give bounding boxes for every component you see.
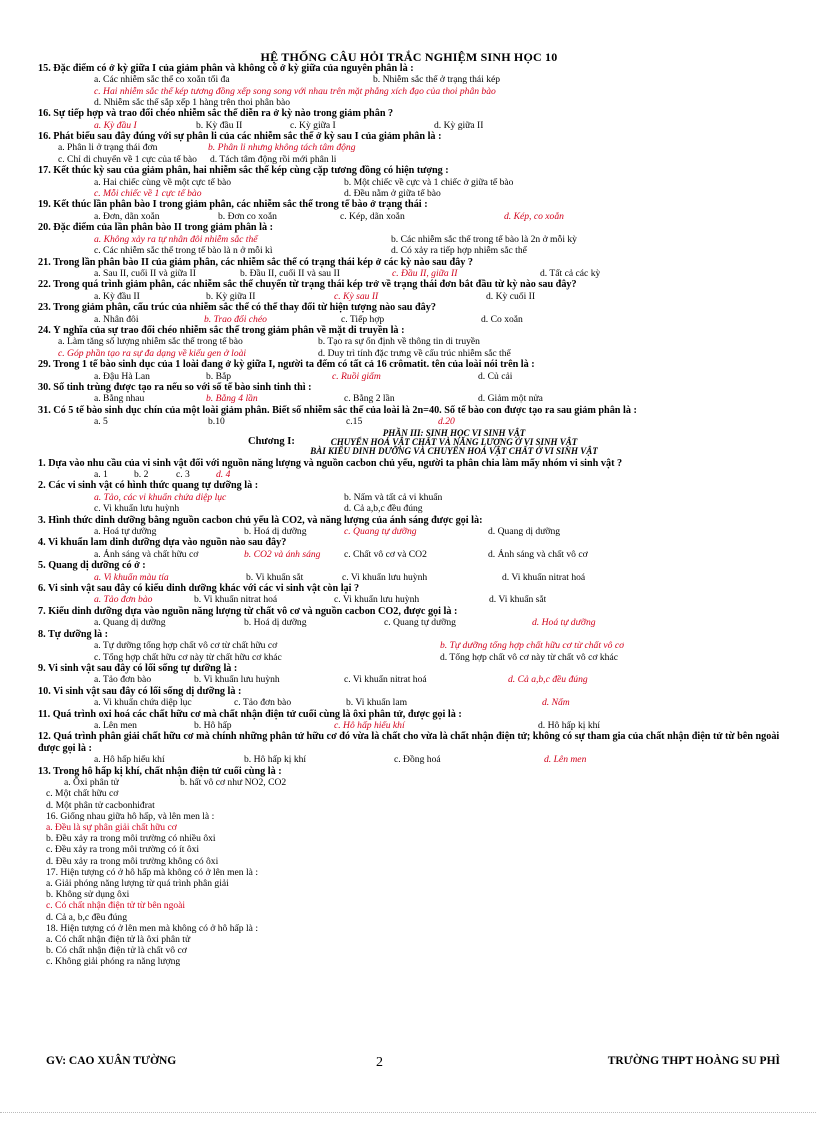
v6-option-b[interactable]: b. Vi khuẩn nitrat hoá [194,594,278,606]
q15-option-c[interactable]: c. Hai nhiễm sắc thể kép tương đồng xếp song song với nhau trên mặt phẳng xích đạo của thoi phân bào [94,85,496,97]
question-v8: 8. Tự dưỡng là : [38,628,109,640]
q19-option-a[interactable]: a. Đơn, dãn xoắn [94,210,160,222]
q16-option-d[interactable]: d. Kỳ giữa II [434,119,484,131]
q23-option-a[interactable]: a. Nhân đôi [94,313,139,325]
question-29: 29. Trong 1 tế bào sinh dục của 1 loài đang ở kỳ giữa I, người ta đếm có tất cả 16 crômatit. tên của loài nói trên là : [38,359,535,371]
q15-option-a[interactable]: a. Các nhiễm sắc thể co xoắn tối đa [94,74,230,86]
q29-option-b[interactable]: b. Bắp [206,370,232,382]
question-15: 15. Đặc điểm có ở kỳ giữa I của giảm phân và không có ở kỳ giữa của nguyên phân là : [38,63,414,74]
q30-option-a[interactable]: a. Bằng nhau [94,393,145,405]
chapter-label: Chương I: [248,435,295,447]
page-footer [46,1055,780,1071]
q17-option-d[interactable]: d. Đều nằm ở giữa tế bào [344,188,441,200]
q21-option-c[interactable]: c. Đầu II, giữa II [392,267,458,279]
question-v16: 16. Giống nhau giữa hô hấp, và lên men là : [46,810,215,822]
q17-option-c[interactable]: c. Mỗi chiếc về 1 cực tế bào [94,188,202,200]
v1-option-d[interactable]: d. 4 [216,469,231,480]
q21-option-a[interactable]: a. Sau II, cuối II và giữa II [94,267,196,279]
v17-option-b[interactable]: b. Không sử dụng ôxi [46,889,130,901]
question-v13: 13. Trong hô hấp kị khí, chất nhận điện tử cuối cùng là : [38,765,282,777]
q24-option-a[interactable]: a. Làm tăng số lượng nhiễm sắc thể trong tế bào [58,336,243,348]
q22-option-d[interactable]: d. Kỳ cuối II [486,290,536,302]
v8-option-a[interactable]: a. Tự dưỡng tổng hợp chất vô cơ từ chất hữu cơ [94,640,278,652]
question-30: 30. Số tinh trùng được tạo ra nếu so với số tế bào sinh tinh thì : [38,381,312,393]
v11-option-c[interactable]: c. Hô hấp hiếu khí [334,719,405,731]
v12-option-c[interactable]: c. Đồng hoá [394,754,441,766]
v4-option-c[interactable]: c. Chất vô cơ và CO2 [344,548,427,560]
v10-option-d[interactable]: d. Nấm [542,697,570,709]
v7-option-d[interactable]: d. Hoá tự dưỡng [532,617,596,629]
page-bottom-divider [0,1112,816,1113]
v13-option-a[interactable]: a. Ôxi phân tử [64,776,119,788]
q24-option-b[interactable]: b. Tạo ra sự ổn định về thông tin di truyền [318,336,480,348]
v17-option-a[interactable]: a. Giải phóng năng lượng từ quá trình phân giải [46,878,229,889]
v9-option-a[interactable]: a. Tảo đơn bào [94,674,152,686]
q19-option-b[interactable]: b. Đơn co xoắn [218,210,277,222]
q19-option-d[interactable]: d. Kép, co xoắn [504,210,564,222]
q20-option-a[interactable]: a. Không xảy ra tự nhân đôi nhiễm sắc thể [94,233,258,245]
school-name: TRƯỜNG THPT HOÀNG SU PHÌ [607,1055,780,1067]
chapter-title: CHUYỂN HOÁ VẬT CHẤT VÀ NĂNG LƯỢNG Ở VI SINH VẬT [330,436,578,447]
part-title: PHẦN III: SINH HỌC VI SINH VẬT [382,427,526,438]
page [38,50,780,1110]
question-v12: 12. Quá trình phân giải chất hữu cơ mà chính những phân tử hữu cơ đó vừa là chất cho vừa là chất nhận điện tử; không có sự tham gia của chất nhận điện tử từ bên ngoài được gọi là : [38,731,780,754]
q16-option-b[interactable]: b. Kỳ đầu II [196,119,243,131]
v8-option-b[interactable]: b. Tự dưỡng tổng hợp chất hữu cơ từ chất vô cơ [440,640,625,652]
q20-option-b[interactable]: b. Các nhiễm sắc thể trong tế bào là 2n ở mỗi kỳ [391,233,577,245]
v10-option-a[interactable]: a. Vi khuẩn chứa diệp lục [94,697,192,709]
v17-option-d[interactable]: d. Cả a, b,c đều đúng [46,911,127,923]
v2-option-d[interactable]: d. Cả a,b,c đều đúng [344,503,423,515]
v10-option-c[interactable]: b. Vi khuẩn lam [346,697,408,709]
question-22: 22. Trong quá trình giảm phân, các nhiễm sắc thể chuyển từ trạng thái kép trở về trạng thái đơn bắt đầu từ kỳ nào sau đây? [38,279,577,291]
v2-option-a[interactable]: a. Tảo, các vi khuẩn chứa diệp lục [94,491,227,503]
v17-option-c[interactable]: c. Có chất nhận điện tử từ bên ngoài [46,900,186,912]
v18-option-b[interactable]: b. Có chất nhận điện tử là chất vô cơ [46,945,187,957]
question-20: 20. Đặc điểm của lần phân bào II trong giảm phân là : [38,222,274,234]
question-v1: 1. Dựa vào nhu cầu của vi sinh vật đối với nguồn năng lượng và nguồn cacbon chủ yếu, người ta phân chia làm mấy nhóm vi sinh vật ? [38,457,623,469]
v16-option-d[interactable]: d. Đều xảy ra trong môi trường không có ôxi [46,855,219,867]
question-v10: 10. Vi sinh vật sau đây có lối sống dị dưỡng là : [38,685,242,697]
v1-option-c[interactable]: c. 3 [176,469,190,480]
q20-option-c[interactable]: c. Các nhiễm sắc thể trong tế bào là n ở mỗi kì [94,245,273,257]
q30-option-c[interactable]: c. Bằng 2 lần [344,393,395,405]
q22-option-c[interactable]: c. Kỳ sau II [334,290,379,302]
v2-option-b[interactable]: b. Nấm và tất cả vi khuẩn [344,491,443,503]
v4-option-a[interactable]: a. Ánh sáng và chất hữu cơ [94,548,199,560]
v11-option-a[interactable]: a. Lên men [94,719,137,731]
q30-option-d[interactable]: d. Giảm một nửa [478,393,543,405]
q17-option-a[interactable]: a. Hai chiếc cùng về một cực tế bào [94,176,232,188]
v6-option-d[interactable]: d. Vi khuẩn sắt [489,594,547,606]
q21-option-d[interactable]: d. Tất cả các kỳ [540,267,601,279]
v4-option-d[interactable]: d. Ánh sáng và chất vô cơ [488,548,588,560]
v16-option-a[interactable]: a. Đều là sự phân giải chất hữu cơ [46,821,177,833]
question-19: 19. Kết thúc lần phân bào I trong giảm phân, các nhiễm sắc thể trong tế bào ở trạng thái : [38,199,428,211]
lesson-title: BÀI KIỂU DINH DƯỠNG VÀ CHUYỂN HOÁ VẬT CHẤT Ở VI SINH VẬT [310,445,598,456]
v13-option-c[interactable]: c. Một chất hữu cơ [46,788,119,800]
question-v11: 11. Quá trình oxi hoá các chất hữu cơ mà chất nhận điện tử cuối cùng là ôxi phân tử, được gọi là : [38,708,462,720]
q20-option-d[interactable]: d. Có xảy ra tiếp hợp nhiễm sắc thể [391,245,527,257]
q21-option-b[interactable]: b. Đầu II, cuối II và sau II [240,267,340,279]
v5-option-a[interactable]: a. Vi khuẩn màu tía [94,571,169,583]
question-v18: 18. Hiện tượng có ở lên men mà không có ở hô hấp là : [46,922,258,934]
q29-option-d[interactable]: d. Củ cải [478,370,513,382]
v8-option-d[interactable]: d. Tổng hợp chất vô cơ này từ chất vô cơ khác [440,651,618,663]
page-title: HỆ THỐNG CÂU HỎI TRẮC NGHIỆM SINH HỌC 10 [260,50,558,64]
v16-option-b[interactable]: b. Đều xảy ra trong môi trường có nhiều ôxi [46,833,216,845]
q15-option-b[interactable]: b. Nhiễm sắc thể ở trạng thái kép [373,74,501,86]
v11-option-d[interactable]: d. Hô hấp kị khí [538,719,601,731]
q29-option-a[interactable]: a. Đậu Hà Lan [94,370,150,382]
v12-option-d[interactable]: d. Lên men [544,754,587,766]
question-v3: 3. Hình thức dinh dưỡng bằng nguồn cacbon chủ yếu là CO2, và năng lượng của ánh sáng được gọi là: [38,514,483,526]
q31-option-b[interactable]: b.10 [208,416,225,428]
q16-option-a[interactable]: a. Kỳ đầu I [94,119,137,131]
q16b-option-c[interactable]: c. Chỉ di chuyển về 1 cực của tế bào [58,153,197,165]
v3-option-a[interactable]: a. Hoá tự dưỡng [94,526,157,538]
v3-option-d[interactable]: d. Quang dị dưỡng [488,526,561,538]
q16b-option-a[interactable]: a. Phân li ở trạng thái đơn [58,142,158,154]
question-21: 21. Trong lần phân bào II của giảm phân, các nhiễm sắc thể có trạng thái kép ở các kỳ nào sau đây ? [38,256,473,268]
q16b-option-b[interactable]: b. Phân li nhưng không tách tâm động [208,142,356,154]
question-v17: 17. Hiện tượng có ở hô hấp mà không có ở lên men là : [46,866,258,878]
q23-option-d[interactable]: d. Co xoắn [481,313,523,325]
question-31: 31. Có 5 tế bào sinh dục chín của một loài giảm phân. Biết số nhiễm sắc thể của loài là 2n=40. Số tế bào con được tạo ra sau giảm phân là : [38,404,637,416]
q24-option-c[interactable]: c. Góp phần tạo ra sự đa dạng về kiểu gen ở loài [58,347,247,359]
v8-option-c[interactable]: c. Tổng hợp chất hữu cơ này từ chất hữu cơ khác [94,651,282,663]
v11-option-b[interactable]: b. Hô hấp [194,719,232,731]
teacher-name: GV: CAO XUÂN TƯỜNG [46,1055,177,1067]
v12-option-a[interactable]: a. Hô hấp hiếu khí [94,754,165,766]
v1-option-b[interactable]: b. 2 [134,469,149,480]
v6-option-c[interactable]: c. Vi khuẩn lưu huỳnh [334,594,420,606]
q29-option-c[interactable]: c. Ruồi giấm [332,370,381,382]
q24-option-d[interactable]: d. Duy trì tính đặc trưng về cấu trúc nhiễm sắc thể [318,347,511,359]
q23-option-b[interactable]: b. Trao đổi chéo [204,313,267,325]
v7-option-b[interactable]: b. Hoá dị dưỡng [244,617,307,629]
v18-option-a[interactable]: a. Có chất nhận điện tử là ôxi phân tử [46,934,191,946]
v13-option-d[interactable]: d. Một phân tử cacbonhiđrat [46,799,155,811]
v9-option-c[interactable]: c. Vi khuẩn nitrat hoá [344,674,427,686]
v9-option-b[interactable]: b. Vi khuẩn lưu huỳnh [194,674,280,686]
v5-option-c[interactable]: c. Vi khuẩn lưu huỳnh [342,571,428,583]
q22-option-a[interactable]: a. Kỳ đầu II [94,290,140,302]
v2-option-c[interactable]: c. Vi khuẩn lưu huỳnh [94,503,180,515]
q19-option-c[interactable]: c. Kép, dãn xoắn [340,210,405,222]
question-17: 17. Kết thúc kỳ sau của giảm phân, hai nhiễm sắc thể kép cùng cặp tương đồng có hiện tượng : [38,165,449,177]
v7-option-c[interactable]: c. Quang tự dưỡng [384,617,456,629]
q30-option-b[interactable]: b. Bằng 4 lần [206,393,258,405]
question-v4: 4. Vi khuẩn lam dinh dưỡng dựa vào nguồn nào sau đây? [38,537,287,549]
question-v5: 5. Quang dị dưỡng có ở : [38,560,146,572]
q16-option-c[interactable]: c. Kỳ giữa I [290,119,336,131]
q15-option-d[interactable]: d. Nhiễm sắc thể sắp xếp 1 hàng trên thoi phân bào [94,97,291,109]
part-header [38,428,780,458]
v13-option-b[interactable]: b. hất vô cơ như NO2, CO2 [180,776,287,788]
q31-option-d[interactable]: d.20 [438,416,455,428]
question-16: 16. Sự tiếp hợp và trao đổi chéo nhiễm sắc thể diễn ra ở kỳ nào trong giảm phân ? [38,108,394,120]
q23-option-c[interactable]: c. Tiếp hợp [341,313,385,325]
v9-option-d[interactable]: d. Cả a,b,c đều đúng [508,674,588,686]
question-23: 23. Trong giảm phân, cấu trúc của nhiễm sắc thể có thể thay đổi từ hiện tượng nào sau đây? [38,302,436,314]
v18-option-c[interactable]: c. Không giải phóng ra năng lượng [46,956,181,968]
v6-option-a[interactable]: a. Tảo đơn bào [94,594,153,606]
q17-option-b[interactable]: b. Một chiếc về cực và 1 chiếc ở giữa tế bào [344,176,514,188]
v12-option-b[interactable]: b. Hô hấp kị khí [244,754,307,766]
question-v7: 7. Kiểu dinh dưỡng dựa vào nguồn năng lượng từ chất vô cơ và nguồn cacbon CO2, được gọi là : [38,605,458,617]
page-number: 2 [376,1055,383,1070]
q16b-option-d[interactable]: d. Tách tâm động rồi mới phân li [210,153,337,165]
v4-option-b[interactable]: b. CO2 và ánh sáng [244,548,321,560]
v7-option-a[interactable]: a. Quang dị dưỡng [94,617,166,629]
v16-option-c[interactable]: c. Đều xảy ra trong môi trường có ít ôxi [46,844,200,856]
question-v2: 2. Các vi sinh vật có hình thức quang tự dưỡng là : [38,480,259,492]
question-16b: 16. Phát biểu sau đây đúng với sự phân li của các nhiễm sắc thể ở kỳ sau I của giảm phân là : [38,131,442,143]
q31-option-a[interactable]: a. 5 [94,416,108,428]
v3-option-b[interactable]: b. Hoá dị dưỡng [244,526,307,538]
v10-option-b[interactable]: c. Tảo đơn bào [234,697,292,709]
question-v6: 6. Vi sinh vật sau đây có kiểu dinh dưỡng khác với các vi sinh vật còn lại ? [38,583,360,595]
v3-option-c[interactable]: c. Quang tự dưỡng [344,526,417,538]
q31-option-c[interactable]: c.15 [346,416,363,428]
q22-option-b[interactable]: b. Kỳ giữa II [206,290,256,302]
question-24: 24. Ý nghĩa của sự trao đổi chéo nhiễm sắc thể trong giảm phân về mặt di truyền là : [38,324,405,336]
v5-option-b[interactable]: b. Vi khuẩn sắt [246,571,304,583]
v1-option-a[interactable]: a. 1 [94,469,108,480]
v5-option-d[interactable]: d. Vi khuẩn nitrat hoá [502,571,586,583]
question-v9: 9. Vi sinh vật sau đây có lối sống tự dưỡng là : [38,662,238,674]
